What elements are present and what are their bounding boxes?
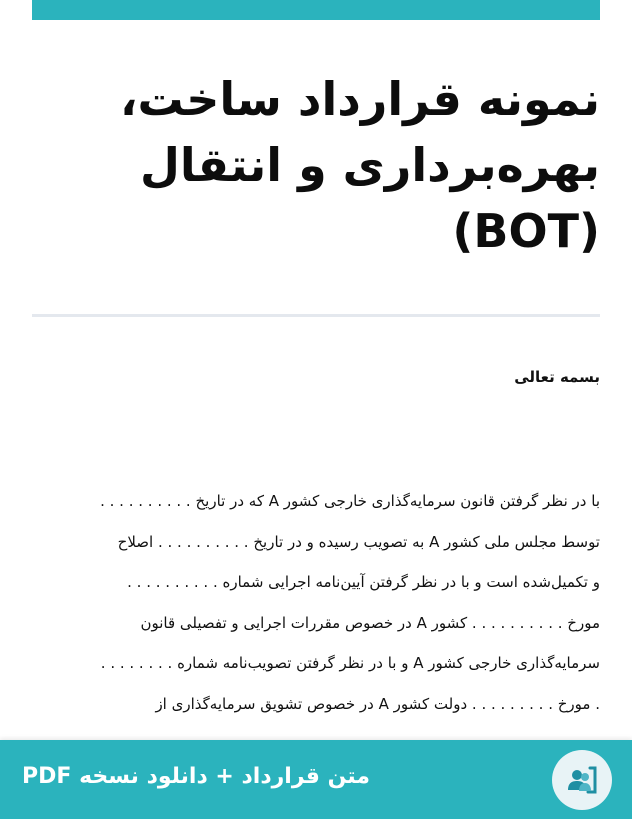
title-line-2: بهره‌برداری و انتقال [139,138,600,192]
body-line: و تکمیل‌شده است و با در نظر گرفتن آیین‌نامه اجرایی شماره . . . . . . . . . . [127,573,600,591]
download-banner[interactable] [0,740,632,819]
top-accent-bar [32,0,600,20]
body-line: با در نظر گرفتن قانون سرمایه‌گذاری خارجی کشور A که در تاریخ . . . . . . . . . . [100,492,600,510]
download-banner-label[interactable]: متن قرارداد + دانلود نسخه PDF [22,764,370,789]
bismillah-heading: بسمه تعالی [514,368,600,386]
body-line: توسط مجلس ملی کشور A به تصویب رسیده و در تاریخ . . . . . . . . . . اصلاح [117,532,600,551]
contract-people-icon[interactable] [552,750,612,810]
body-line: . مورخ . . . . . . . . . دولت کشور A در خصوص تشویق سرمایه‌گذاری از [155,694,600,713]
title-line-3: (BOT) [452,204,600,258]
page-title [32,66,600,264]
people-icon [562,760,602,800]
body-line: سرمایه‌گذاری خارجی کشور A و با در نظر گرفتن تصویب‌نامه شماره . . . . . . . . [100,654,600,672]
body-line: مورخ . . . . . . . . . . کشور A در خصوص مقررات اجرایی و تفصیلی قانون [140,613,600,632]
title-divider [32,314,600,317]
title-line-1: نمونه قرارداد ساخت، [120,72,600,126]
contract-body [32,481,600,724]
